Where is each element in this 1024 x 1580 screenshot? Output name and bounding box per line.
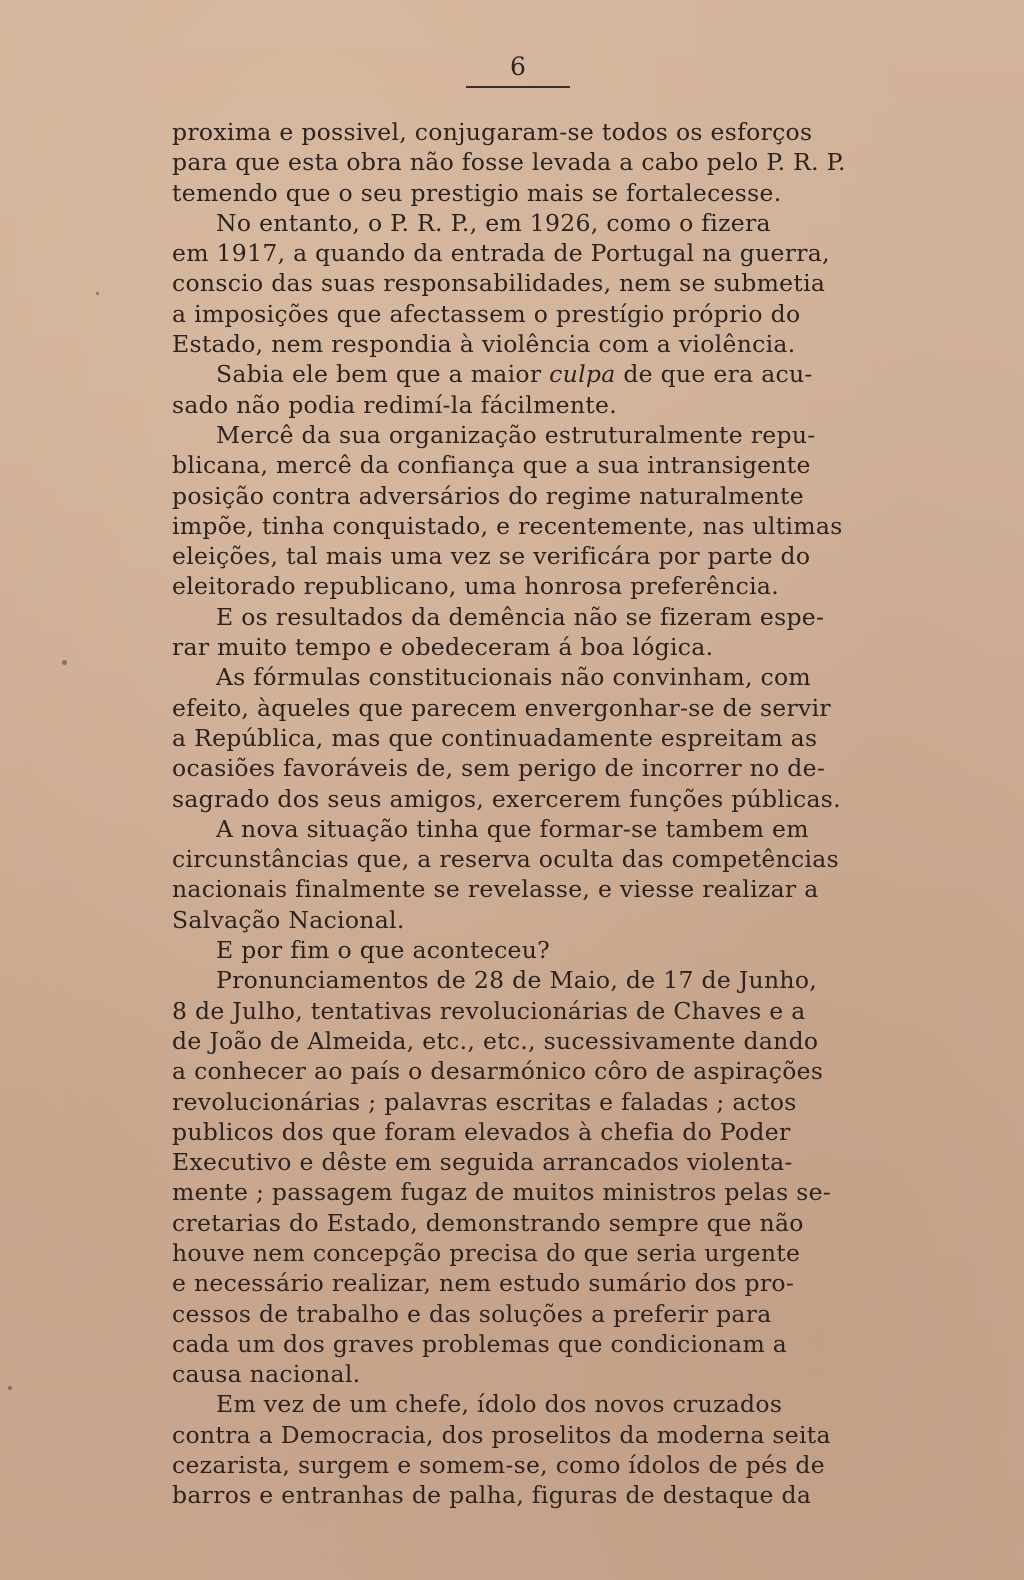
text-line: proxima e possivel, conjugaram-se todos os esforços [172, 118, 813, 146]
text-line: rar muito tempo e obedeceram á boa lógica. [172, 633, 714, 662]
text-line: houve nem concepção precisa do que seria urgente [172, 1238, 801, 1267]
body-text [172, 117, 880, 1511]
text-line: cessos de trabalho e das soluções a preferir para [172, 1299, 772, 1328]
text-segment: de que era acu- [615, 360, 813, 389]
text-line: eleitorado republicano, uma honrosa preferência. [172, 572, 779, 601]
text-line: causa nacional. [172, 1360, 361, 1389]
text-line: As fórmulas constitucionais não convinham, com [216, 663, 812, 692]
text-line: A nova situação tinha que formar-se tambem em [216, 814, 809, 843]
text-line: contra a Democracia, dos proselitos da moderna seita [172, 1420, 831, 1449]
text-line: conscio das suas responsabilidades, nem se submetia [172, 269, 826, 298]
text-line: impõe, tinha conquistado, e recentemente, nas ultimas [172, 511, 843, 540]
text-line: E os resultados da demência não se fizeram espe- [216, 602, 825, 631]
text-line: 8 de Julho, tentativas revolucionárias de Chaves e a [172, 996, 806, 1025]
paper-speck [96, 292, 99, 295]
page-number: 6 [510, 52, 526, 81]
text-line: No entanto, o P. R. P., em 1926, como o fizera [216, 208, 771, 237]
text-line: revolucionárias ; palavras escritas e faladas ; actos [172, 1087, 797, 1116]
emphasized-word: culpa [549, 360, 616, 389]
text-line: cretarias do Estado, demonstrando sempre que não [172, 1208, 804, 1237]
text-segment: Sabia ele bem que a maior [216, 360, 542, 389]
text-line: efeito, àqueles que parecem envergonhar-se de servir [172, 693, 831, 722]
text-line: E por fim o que aconteceu? [216, 936, 551, 965]
text-line: nacionais finalmente se revelasse, e viesse realizar a [172, 875, 819, 904]
text-line: sagrado dos seus amigos, exercerem funções públicas. [172, 784, 841, 813]
text-line: blicana, mercê da confiança que a sua intransigente [172, 451, 811, 480]
text-line: cada um dos graves problemas que condicionam a [172, 1329, 788, 1358]
text-line: temendo que o seu prestigio mais se fortalecesse. [172, 178, 782, 207]
text-line: publicos dos que foram elevados à chefia do Poder [172, 1117, 791, 1146]
text-line: ocasiões favoráveis de, sem perigo de incorrer no de- [172, 754, 826, 783]
text-line: Em vez de um chefe, ídolo dos novos cruzados [216, 1390, 783, 1419]
text-line: a República, mas que continuadamente espreitam as [172, 723, 818, 752]
text-line: e necessário realizar, nem estudo sumário dos pro- [172, 1269, 795, 1298]
text-line [172, 359, 880, 389]
text-line: Mercê da sua organização estruturalmente repu- [216, 420, 816, 449]
text-line: a conhecer ao país o desarmónico côro de aspirações [172, 1057, 824, 1086]
text-line: mente ; passagem fugaz de muitos ministros pelas se- [172, 1178, 832, 1207]
text-line: posição contra adversários do regime naturalmente [172, 481, 805, 510]
text-line: Salvação Nacional. [172, 905, 405, 934]
text-line: barros e entranhas de palha, figuras de destaque da [172, 1481, 812, 1510]
text-line: para que esta obra não fosse levada a cabo pelo P. R. P. [172, 148, 846, 177]
page-number-rule [466, 86, 570, 88]
text-line: Executivo e dêste em seguida arrancados violenta- [172, 1148, 793, 1177]
text-line: de João de Almeida, etc., etc., sucessivamente dando [172, 1026, 819, 1055]
text-line: Estado, nem respondia à violência com a violência. [172, 330, 796, 359]
text-line: circunstâncias que, a reserva oculta das competências [172, 845, 839, 874]
text-line: cezarista, surgem e somem-se, como ídolos de pés de [172, 1451, 825, 1480]
text-line: eleições, tal mais uma vez se verificára por parte do [172, 542, 811, 571]
paper-speck [8, 1386, 12, 1390]
text-line: a imposições que afectassem o prestígio próprio do [172, 299, 801, 328]
text-line: Pronunciamentos de 28 de Maio, de 17 de Junho, [216, 966, 818, 995]
text-line: em 1917, a quando da entrada de Portugal na guerra, [172, 239, 830, 268]
text-line: sado não podia redimí-la fácilmente. [172, 390, 618, 419]
paper-speck [62, 660, 67, 665]
